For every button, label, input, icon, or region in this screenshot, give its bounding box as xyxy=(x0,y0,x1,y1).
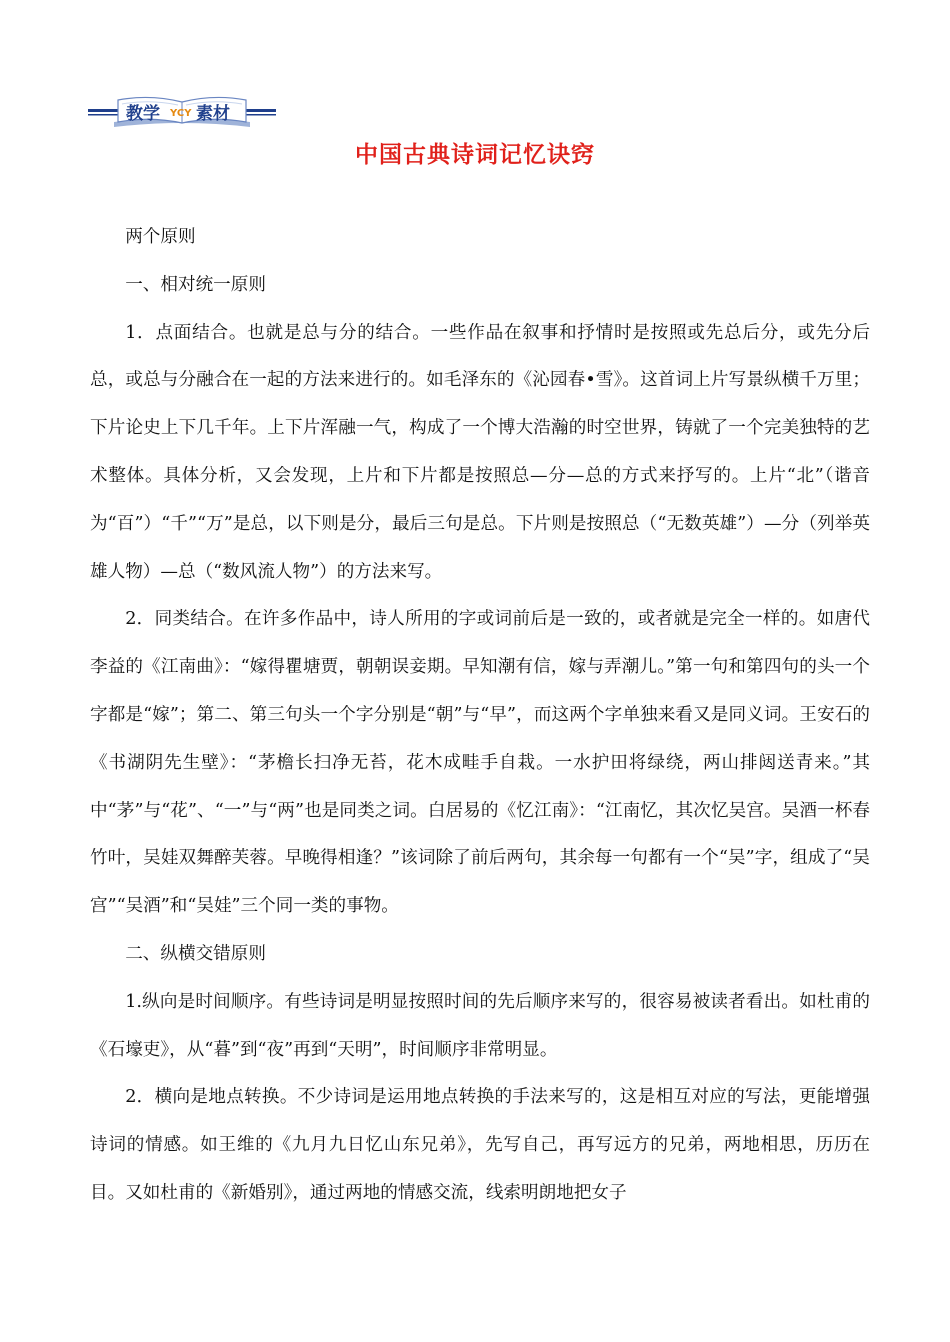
logo xyxy=(88,92,276,130)
logo-text-main: 教学 xyxy=(126,104,160,124)
logo-text-ycy: YCY xyxy=(170,108,192,119)
document-body xyxy=(90,214,870,1218)
paragraph: 2．横向是地点转换。不少诗词是运用地点转换的手法来写的，这是相互对应的写法，更能增强诗词的情感。如王维的《九月九日忆山东兄弟》，先写自己，再写远方的兄弟，两地相思，历历在目。又如杜甫的《新婚别》，通过两地的情感交流，线索明朗地把女子 xyxy=(90,1087,870,1203)
paragraph: 2．同类结合。在许多作品中，诗人所用的字或词前后是一致的，或者就是完全一样的。如唐代李益的《江南曲》：“嫁得瞿塘贾，朝朝误妾期。早知潮有信，嫁与弄潮儿。”第一句和第四句的头一个字都是“嫁”；第二、第三句头一个字分别是“朝”与“早”，而这两个字单独来看又是同义词。王安石的《书湖阴先生壁》：“茅檐长扫净无苔，花木成畦手自栽。一水护田将绿绕，两山排闼送青来。”其中“茅”与“花”、“一”与“两”也是同类之词。白居易的《忆江南》：“江南忆，其次忆吴宫。吴酒一杯春竹叶，吴娃双舞醉芙蓉。早晚得相逢？”该词除了前后两句，其余每一句都有一个“吴”字，组成了“吴宫”“吴酒”和“吴娃”三个同一类的事物。 xyxy=(90,609,870,917)
paragraph: 1.纵向是时间顺序。有些诗词是明显按照时间的先后顺序来写的，很容易被读者看出。如杜甫的《石壕吏》，从“暮”到“夜”再到“天明”，时间顺序非常明显。 xyxy=(90,991,870,1060)
paragraph: 1．点面结合。也就是总与分的结合。一些作品在叙事和抒情时是按照或先总后分，或先分后总，或总与分融合在一起的方法来进行的。如毛泽东的《沁园春•雪》。这首词上片写景纵横千万里；下片论史上下几千年。上下片浑融一气，构成了一个博大浩瀚的时空世界，铸就了一个完美独特的艺术整体。具体分析，又会发现，上片和下片都是按照总—分—总的方式来抒写的。上片“北”（谐音为“百”）“千”“万”是总，以下则是分，最后三句是总。下片则是按照总（“无数英雄”）—分（列举英雄人物）—总（“数风流人物”）的方法来写。 xyxy=(90,322,870,582)
subheading: 一、相对统一原则 xyxy=(125,274,266,295)
subheading: 二、纵横交错原则 xyxy=(125,943,266,964)
section-heading: 两个原则 xyxy=(125,227,196,247)
logo-text-tail: 素材 xyxy=(196,104,230,124)
document-title: 中国古典诗词记忆诀窍 xyxy=(355,141,595,168)
book-logo-icon xyxy=(88,92,276,130)
